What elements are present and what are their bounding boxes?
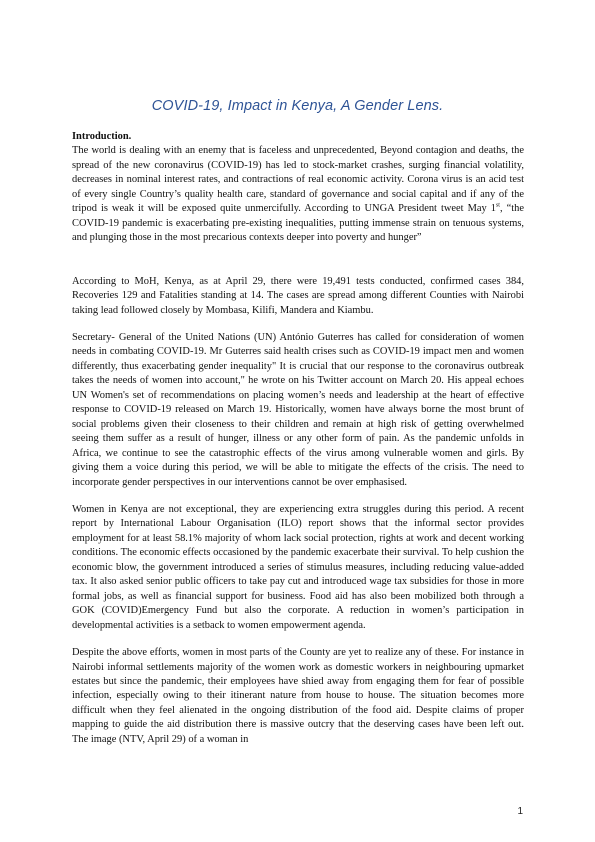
introduction-heading: Introduction. [72, 131, 132, 142]
paragraph-moh-statistics: According to MoH, Kenya, as at April 29, there were 19,491 tests conducted, confirmed cases 384, Recoveries 129 and Fatalities standing at 14. The cases are spread among different Counties with Nairobi taking lead followed closely by Mombasa, Kilifi, Mandera and Kiambu. [72, 275, 524, 316]
superscript-ordinal: st [495, 202, 500, 209]
paragraph-introduction-text: The world is dealing with an enemy that is faceless and unprecedented, Beyond contagion and deaths, the spread of the new coronavirus (COVID-19) has led to stock-market crashes, surging financial volatility, decreases in nominal interest rates, and contractions of real economic activity. Corona virus is an acid test of every single Country’s quality health care, standard of governance and social capital and if any of the tripod is weak it will be exposed quite unmercifully. According to UNGA President tweet May 1 [72, 145, 524, 215]
document-title: COVID-19, Impact in Kenya, A Gender Lens. [151, 98, 444, 114]
document-body [72, 130, 524, 747]
paragraph-women-in-kenya: Women in Kenya are not exceptional, they are experiencing extra struggles during this period. A recent report by International Labour Organisation (ILO) report shows that the informal sector provides employment for at least 58.1% majority of whom lack social protection, rights at work and decent working conditions. The economic effects occasioned by the pandemic exacerbate their survival. To help cushion the economic blow, the government introduced a series of stimulus measures, including reducing value-added tax. It also asked senior public officers to take pay cut and introduced wage tax subsidies for those in more formal jobs, as well as financial support for business. Food aid has also been mobilized both through a GOK (COVID)Emergency Fund but also the corporate. A reduction in women’s participation in developmental activities is a setback to women empowerment agenda. [72, 503, 524, 631]
paragraph-introduction [72, 144, 524, 245]
paragraph-introduction-quote: , “the COVID-19 pandemic is exacerbating pre-existing inequalities, putting immense strain on tenuous systems, and plunging those in the most precarious contexts deeper into poverty and hunger” [72, 203, 524, 244]
page-number: 1 [517, 806, 523, 817]
paragraph-informal-settlements: Despite the above efforts, women in most parts of the County are yet to realize any of these. For instance in Nairobi informal settlements majority of the women work as domestic workers in neighbouring upmarket estates but since the pandemic, their employees have shied away from engaging them for fear of possible infection, especially owing to their itinerant nature from house to house. The situation becomes more difficult when they feel alienated in the ongoing distribution of the food aid. Despite claims of proper mapping to guide the aid distribution there is massive outcry that the deserving cases have been left out. The image (NTV, April 29) of a woman in [72, 647, 524, 745]
paragraph-un-secretary-general: Secretary- General of the United Nations (UN) António Guterres has called for consideration of women needs in combating COVID-19. Mr Guterres said health crises such as COVID-19 impact men and women differently, thus exacerbating gender inequality" It is crucial that our response to the coronavirus outbreak takes the needs of women into account," he wrote on his Twitter account on March 20. His appeal echoes UN Women's set of recommendations on placing women’s needs and leadership at the heart of effective response to COVID-19 released on March 19. Historically, women have always borne the most brunt of social problems given their closeness to their children and remain at high risk of getting overwhelmed seeing them suffer as a result of hunger, illness or any other form of pain. As the pandemic unfolds in Africa, we continue to see the catastrophic effects of the virus among vulnerable women and girls. By giving them a voice during this period, we will be able to mitigate the effects of the crisis. The need to incorporate gender perspectives in our interventions cannot be over emphasised. [72, 331, 524, 488]
